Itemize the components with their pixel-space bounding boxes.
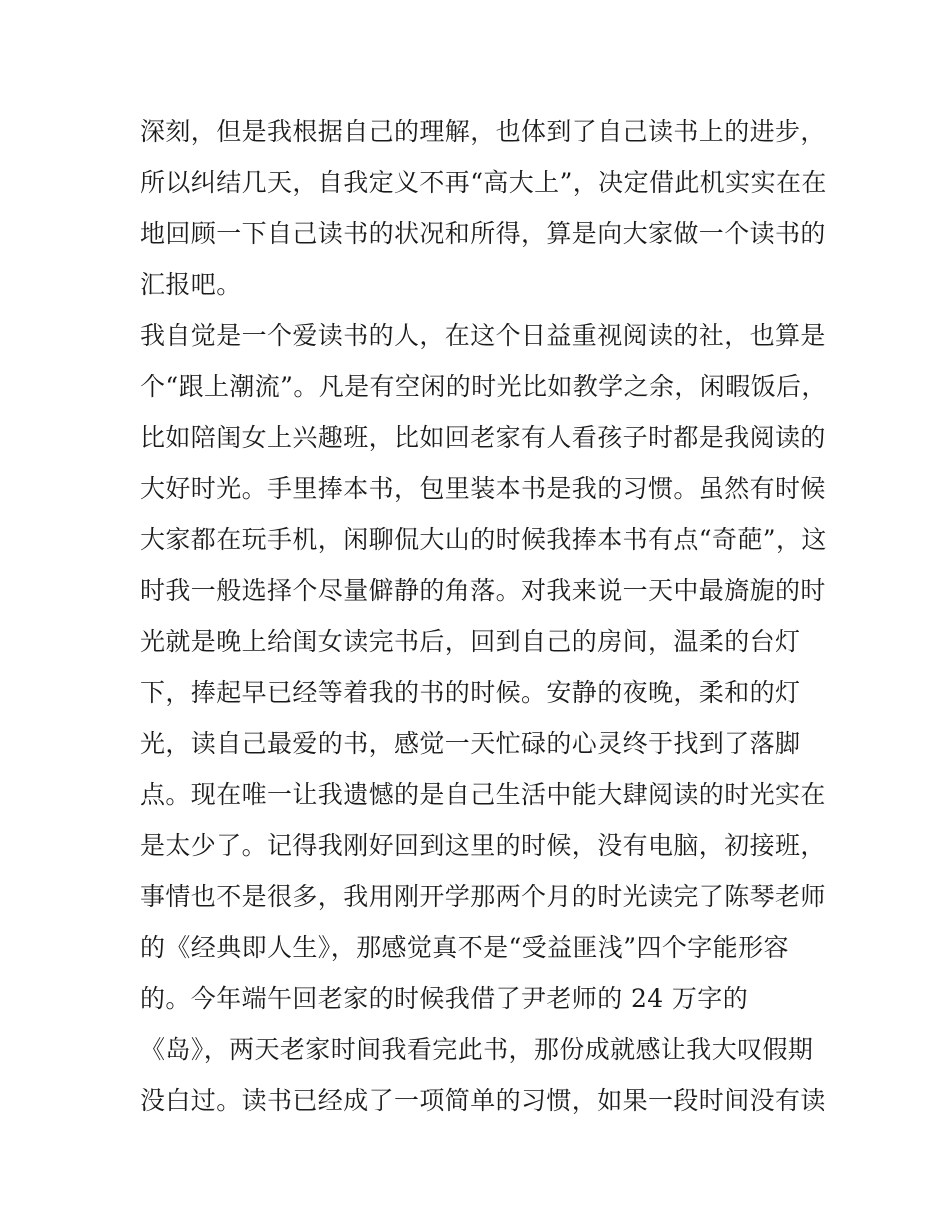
text-line: 《岛》，两天老家时间我看完此书，那份成就感让我大叹假期 xyxy=(140,1035,814,1064)
text-line: 比如陪闺女上兴趣班，比如回老家有人看孩子时都是我阅读的 xyxy=(140,423,826,452)
text-line: 所以纠结几天，自我定义不再“高大上”，决定借此机实实在在 xyxy=(140,168,827,197)
text-line: 下，捧起早已经等着我的书的时候。安静的夜晚，柔和的灯 xyxy=(140,678,801,707)
text-line: 大好时光。手里捧本书，包里装本书是我的习惯。虽然有时候 xyxy=(140,474,826,503)
text-line: 我自觉是一个爱读书的人，在这个日益重视阅读的社，也算是 xyxy=(140,321,826,350)
text-line: 深刻，但是我根据自己的理解，也体到了自己读书上的进步， xyxy=(140,117,826,146)
text-line: 个“跟上潮流”。凡是有空闲的时光比如教学之余，闲暇饭后， xyxy=(140,372,827,401)
text-line: 点。现在唯一让我遗憾的是自己生活中能大肆阅读的时光实在 xyxy=(140,780,826,809)
text-line: 的。今年端午回老家的时候我借了尹老师的 24 万字的 xyxy=(140,984,749,1013)
text-line: 光就是晚上给闺女读完书后，回到自己的房间，温柔的台灯 xyxy=(140,627,801,656)
document-body xyxy=(140,106,830,1126)
text-line: 的《经典即人生》，那感觉真不是“受益匪浅”四个字能形容 xyxy=(140,933,789,962)
text-line: 事情也不是很多，我用刚开学那两个月的时光读完了陈琴老师 xyxy=(140,882,826,911)
text-line: 地回顾一下自己读书的状况和所得，算是向大家做一个读书的 xyxy=(140,219,826,248)
text-line: 没白过。读书已经成了一项简单的习惯，如果一段时间没有读 xyxy=(140,1086,826,1115)
text-line: 光，读自己最爱的书，感觉一天忙碌的心灵终于找到了落脚 xyxy=(140,729,801,758)
text-line: 时我一般选择个尽量僻静的角落。对我来说一天中最旖旎的时 xyxy=(140,576,826,605)
text-line: 大家都在玩手机，闲聊侃大山的时候我捧本书有点“奇葩”，这 xyxy=(140,525,827,554)
text-line: 是太少了。记得我刚好回到这里的时候，没有电脑，初接班， xyxy=(140,831,826,860)
text-line: 汇报吧。 xyxy=(140,270,242,299)
